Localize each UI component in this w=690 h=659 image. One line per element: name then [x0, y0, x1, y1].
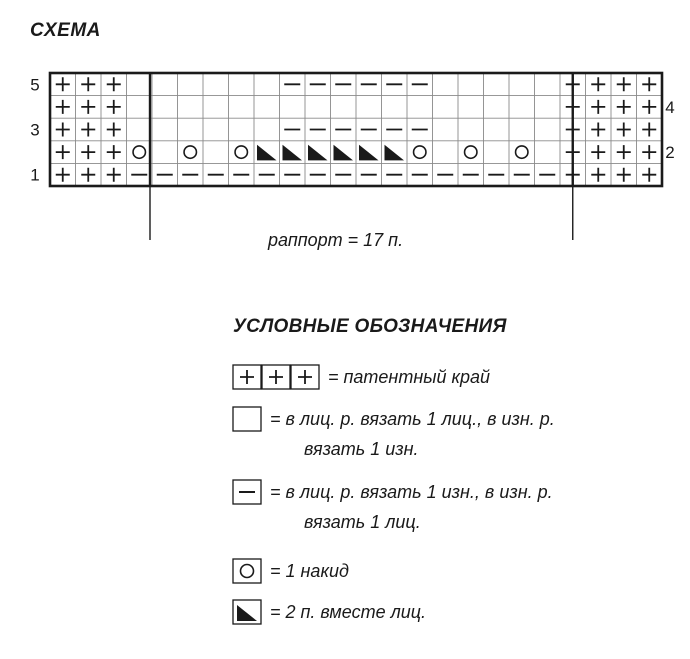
purl-stitch-symbol-icon	[232, 477, 264, 507]
plus-stitch-mark	[642, 100, 656, 114]
plus-stitch-mark	[107, 168, 121, 182]
yarn-over-mark	[414, 146, 426, 158]
yarn-over-mark	[516, 146, 528, 158]
plus-stitch-mark	[617, 77, 631, 91]
legend-text-line: вязать 1 лиц.	[304, 512, 421, 532]
chart-title: СХЕМА	[30, 20, 101, 41]
plus-stitch-mark	[56, 123, 70, 137]
plus-stitch-mark	[81, 77, 95, 91]
plus-stitch-mark	[617, 168, 631, 182]
knit-stitch-symbol-icon	[232, 404, 264, 434]
plus-stitch-mark	[56, 168, 70, 182]
row-number: 1	[30, 165, 40, 185]
plus-stitch-mark	[617, 100, 631, 114]
plus-stitch-mark	[642, 123, 656, 137]
plus-stitch-mark	[591, 77, 605, 91]
legend-text-line: вязать 1 изн.	[304, 439, 419, 459]
legend-text	[270, 404, 555, 464]
k2tog-mark	[334, 145, 354, 161]
knit-two-together-symbol-icon	[232, 597, 264, 627]
yarn-over-mark	[133, 146, 145, 158]
k2tog-mark	[308, 145, 328, 161]
rapport-label: раппорт = 17 п.	[268, 230, 404, 250]
legend-text	[270, 477, 553, 537]
legend-text-line: = патентный край	[328, 367, 491, 387]
k2tog-mark	[385, 145, 405, 161]
legend-item-yarn-over	[232, 556, 349, 586]
plus-stitch-mark	[107, 145, 121, 159]
legend-text-line: = в лиц. р. вязать 1 изн., в изн. р.	[270, 482, 553, 502]
k2tog-mark	[359, 145, 379, 161]
plus-stitch-mark	[642, 168, 656, 182]
legend-text	[270, 556, 349, 586]
knitting-chart	[0, 0, 690, 260]
plus-stitch-mark	[591, 123, 605, 137]
k2tog-mark	[283, 145, 303, 161]
yarn-over-symbol-icon	[232, 556, 264, 586]
row-number: 2	[665, 143, 675, 163]
plus-stitch-mark	[107, 77, 121, 91]
plus-stitch-mark	[56, 100, 70, 114]
plus-stitch-mark	[591, 145, 605, 159]
plus-stitch-mark	[642, 145, 656, 159]
legend-text-line: = в лиц. р. вязать 1 лиц., в изн. р.	[270, 409, 555, 429]
legend-item-edge	[232, 362, 490, 392]
plus-stitch-mark	[591, 168, 605, 182]
legend-item-k2tog	[232, 597, 426, 627]
plus-stitch-mark	[107, 123, 121, 137]
row-number: 5	[30, 75, 40, 95]
row-number: 4	[665, 97, 675, 117]
yarn-over-mark	[235, 146, 247, 158]
plus-stitch-mark	[107, 100, 121, 114]
plus-stitch-mark	[81, 123, 95, 137]
legend-item-knit	[232, 404, 555, 464]
plus-stitch-mark	[56, 77, 70, 91]
plus-stitch-mark	[81, 168, 95, 182]
legend-item-purl	[232, 477, 553, 537]
plus-stitch-mark	[81, 145, 95, 159]
legend-text	[270, 597, 426, 627]
yarn-over-mark	[465, 146, 477, 158]
yarn-over-mark	[184, 146, 196, 158]
plus-stitch-mark	[591, 100, 605, 114]
plus-stitch-mark	[56, 145, 70, 159]
plus-stitch-mark	[81, 100, 95, 114]
plus-stitch-mark	[642, 77, 656, 91]
plus-stitch-mark	[617, 145, 631, 159]
legend-title: УСЛОВНЫЕ ОБОЗНАЧЕНИЯ	[233, 316, 507, 337]
row-number: 3	[30, 120, 40, 140]
edge-stitch-symbol-icon	[232, 362, 322, 392]
legend-text	[328, 362, 490, 392]
legend-text-line: = 2 п. вместе лиц.	[270, 602, 427, 622]
legend-text-line: = 1 накид	[270, 561, 349, 581]
plus-stitch-mark	[617, 123, 631, 137]
k2tog-mark	[257, 145, 277, 161]
